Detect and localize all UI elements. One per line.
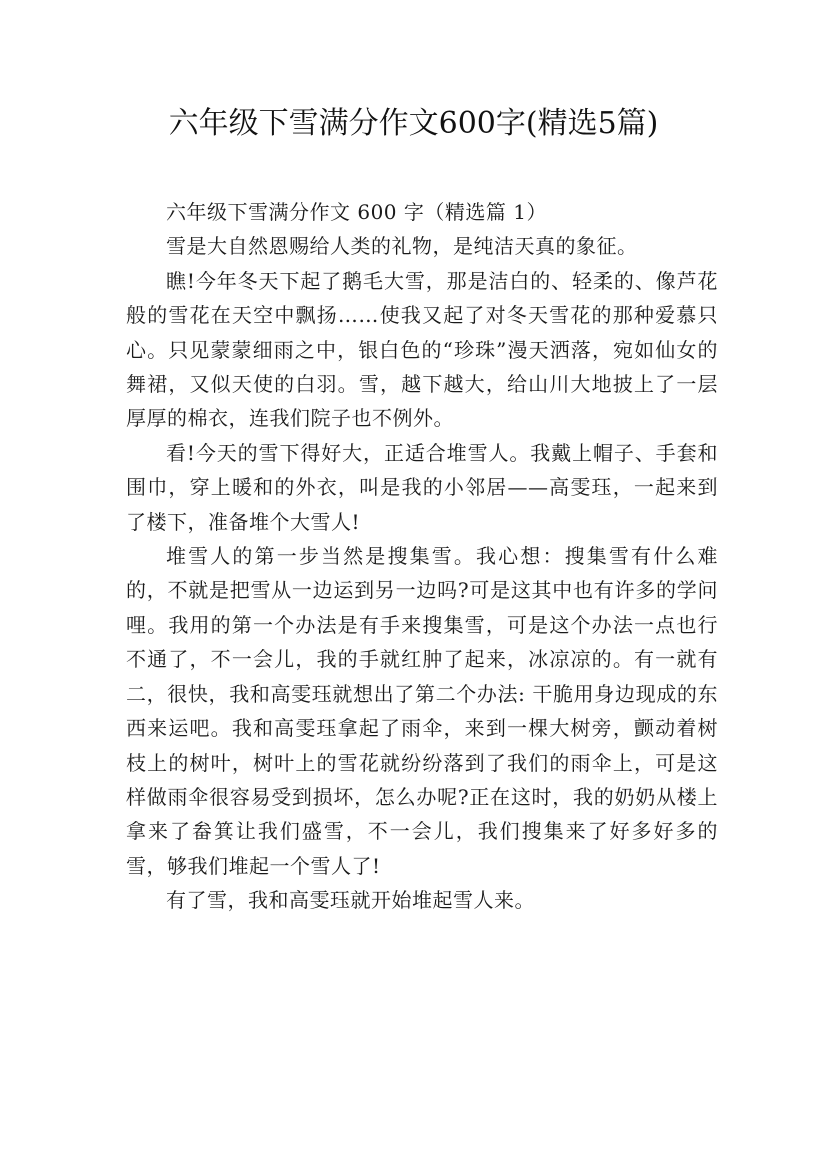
paragraph: 有了雪，我和高雯珏就开始堆起雪人来。: [166, 888, 535, 913]
paragraph: 看!今天的雪下得好大，正适合堆雪人。我戴上帽子、手套和围巾，穿上暖和的外衣，叫是我的小邻居——高雯珏，一起来到了楼下，准备堆个大雪人!: [126, 440, 718, 534]
section-subheading: 六年级下雪满分作文 600 字（精选篇 1）: [166, 200, 547, 224]
paragraph: 雪是大自然恩赐给人类的礼物，是纯洁天真的象征。: [166, 234, 638, 259]
document-body: [126, 195, 718, 918]
paragraph: 瞧!今年冬天下起了鹅毛大雪，那是洁白的、轻柔的、像芦花般的雪花在天空中飘扬……使我又起了对冬天雪花的那种爱慕只心。只见蒙蒙细雨之中，银白色的“珍珠”漫天洒落，宛如仙女的舞裙，又似天使的白羽。雪，越下越大，给山川大地披上了一层厚厚的棉衣，连我们院子也不例外。: [126, 268, 718, 431]
document-title: 六年级下雪满分作文600字(精选5篇): [168, 106, 659, 141]
paragraph: 堆雪人的第一步当然是搜集雪。我心想：搜集雪有什么难的，不就是把雪从一边运到另一边吗?可是这其中也有许多的学问哩。我用的第一个办法是有手来搜集雪，可是这个办法一点也行不通了，不一会儿，我的手就红肿了起来，冰凉凉的。有一就有二，很快，我和高雯珏就想出了第二个办法: 干脆用身边现成的东西来运吧。我和高雯珏拿起了雨伞，来到一棵大树旁，颤动着树枝上的树叶，树叶上的雪花就纷纷落到了我们的雨伞上，可是这样做雨伞很容易受到损坏，怎么办呢?正在这时，我的奶奶从楼上拿来了畚箕让我们盛雪，不一会儿，我们搜集来了好多好多的雪，够我们堆起一个雪人了!: [126, 544, 718, 878]
